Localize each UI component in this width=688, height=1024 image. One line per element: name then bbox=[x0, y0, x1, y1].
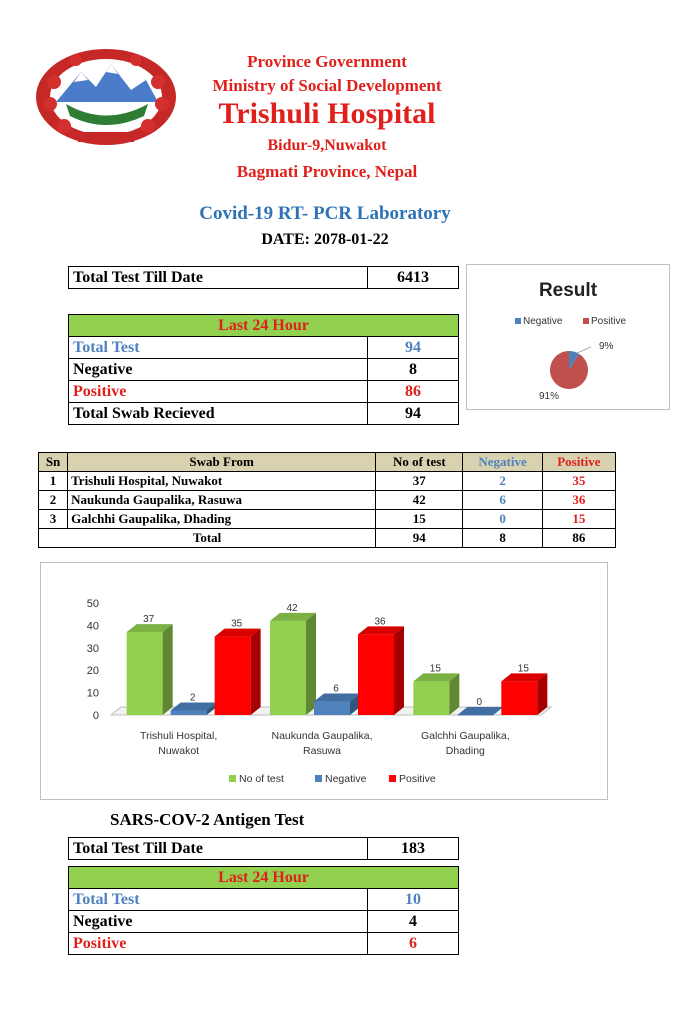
bar-data-label: 2 bbox=[189, 692, 196, 704]
y-tick-label: 30 bbox=[86, 642, 99, 655]
antigen-total-label: Total Test Till Date bbox=[69, 838, 368, 860]
legend-swatch bbox=[229, 775, 236, 782]
province-government-heading: Province Government bbox=[247, 52, 407, 71]
bar-positive bbox=[501, 681, 537, 715]
row-positive: 35 bbox=[542, 472, 615, 491]
row-sn: 2 bbox=[39, 491, 68, 510]
total-positive: 86 bbox=[542, 529, 615, 548]
bar-data-label: 36 bbox=[374, 616, 386, 628]
bar-data-label: 0 bbox=[476, 697, 483, 708]
row-tests: 37 bbox=[376, 472, 463, 491]
pcr-swab-received-value: 94 bbox=[368, 403, 459, 425]
legend-label: No of test bbox=[239, 773, 284, 785]
pie-legend-swatch bbox=[583, 318, 589, 324]
address-line-1: Bidur-9,Nuwakot bbox=[267, 137, 387, 154]
nepal-emblem-icon bbox=[26, 42, 186, 152]
antigen-positive-value: 6 bbox=[368, 933, 459, 955]
x-tick-label: Galchhi Gaupalika, bbox=[420, 730, 510, 742]
header-sn: Sn bbox=[39, 453, 68, 472]
total-tests: 94 bbox=[376, 529, 463, 548]
y-tick-label: 20 bbox=[86, 665, 99, 678]
bar-positive bbox=[215, 637, 251, 715]
legend-label: Negative bbox=[325, 773, 367, 785]
bar-side-face bbox=[306, 613, 316, 715]
pcr-negative-value: 8 bbox=[368, 359, 459, 381]
result-pie-chart bbox=[466, 264, 670, 410]
pcr-last24-table bbox=[68, 314, 459, 425]
header-no-of-test: No of test bbox=[376, 453, 463, 472]
bar-positive bbox=[358, 634, 394, 715]
pcr-total-test-value: 94 bbox=[368, 337, 459, 359]
swab-table bbox=[38, 452, 616, 548]
pie-title: Result bbox=[538, 280, 598, 301]
bar-no-of-test bbox=[413, 681, 449, 715]
x-tick-label-line2: Dhading bbox=[445, 745, 485, 757]
bar-no-of-test bbox=[270, 621, 306, 715]
row-swab-from: Galchhi Gaupalika, Dhading bbox=[68, 510, 376, 529]
bar-data-label: 37 bbox=[143, 614, 155, 626]
antigen-title: SARS-COV-2 Antigen Test bbox=[110, 810, 305, 829]
antigen-last24-header: Last 24 Hour bbox=[69, 867, 459, 889]
hospital-title: Trishuli Hospital bbox=[218, 97, 436, 130]
y-tick-label: 0 bbox=[92, 710, 99, 722]
bar-data-label: 15 bbox=[429, 663, 441, 675]
row-swab-from: Trishuli Hospital, Nuwakot bbox=[68, 472, 376, 491]
antigen-negative-value: 4 bbox=[368, 911, 459, 933]
legend-swatch bbox=[389, 775, 396, 782]
report-date: DATE: 2078-01-22 bbox=[261, 231, 389, 248]
legend-label: Positive bbox=[399, 773, 436, 785]
pie-data-label-positive: 91% bbox=[539, 391, 560, 402]
x-tick-label-line2: Rasuwa bbox=[303, 745, 341, 757]
antigen-negative-label: Negative bbox=[69, 911, 368, 933]
antigen-total-table bbox=[68, 837, 459, 860]
bar-negative bbox=[314, 702, 350, 715]
row-tests: 42 bbox=[376, 491, 463, 510]
bar-negative bbox=[171, 711, 207, 715]
pcr-negative-label: Negative bbox=[69, 359, 368, 381]
bar-data-label: 35 bbox=[231, 618, 243, 630]
total-negative: 8 bbox=[463, 529, 542, 548]
legend-swatch bbox=[315, 775, 322, 782]
pcr-positive-value: 86 bbox=[368, 381, 459, 403]
pie-legend-swatch bbox=[515, 318, 521, 324]
row-tests: 15 bbox=[376, 510, 463, 529]
header-negative: Negative bbox=[463, 453, 542, 472]
bar-side-face bbox=[394, 626, 404, 715]
total-label: Total bbox=[39, 529, 376, 548]
table-row bbox=[39, 491, 616, 510]
pie-label-leader bbox=[577, 347, 591, 353]
pie-legend-label: Negative bbox=[523, 316, 563, 327]
table-row bbox=[39, 472, 616, 491]
total-row bbox=[39, 529, 616, 548]
antigen-total-value: 183 bbox=[368, 838, 459, 860]
pcr-last24-header: Last 24 Hour bbox=[69, 315, 459, 337]
bar-negative bbox=[457, 715, 493, 716]
antigen-last24-table bbox=[68, 866, 459, 955]
ministry-heading: Ministry of Social Development bbox=[212, 76, 442, 95]
pcr-swab-received-label: Total Swab Recieved bbox=[69, 403, 368, 425]
pcr-total-label: Total Test Till Date bbox=[69, 267, 368, 289]
row-sn: 1 bbox=[39, 472, 68, 491]
bar-side-face bbox=[163, 624, 173, 715]
pie-slice-positive bbox=[550, 351, 588, 389]
row-swab-from: Naukunda Gaupalika, Rasuwa bbox=[68, 491, 376, 510]
pcr-positive-label: Positive bbox=[69, 381, 368, 403]
bar-data-label: 42 bbox=[286, 602, 298, 614]
swab-bar-chart bbox=[40, 562, 608, 800]
bar-no-of-test bbox=[127, 632, 163, 715]
header-swab-from: Swab From bbox=[68, 453, 376, 472]
pie-data-label-negative: 9% bbox=[599, 341, 614, 352]
pcr-total-value: 6413 bbox=[368, 267, 459, 289]
row-negative: 2 bbox=[463, 472, 542, 491]
bar-data-label: 6 bbox=[333, 683, 339, 695]
address-line-2: Bagmati Province, Nepal bbox=[236, 162, 418, 181]
pcr-total-table bbox=[68, 266, 459, 289]
x-tick-label: Naukunda Gaupalika, bbox=[271, 730, 373, 742]
row-negative: 6 bbox=[463, 491, 542, 510]
row-sn: 3 bbox=[39, 510, 68, 529]
row-positive: 15 bbox=[542, 510, 615, 529]
pie-legend-label: Positive bbox=[591, 316, 627, 327]
antigen-total-test-label: Total Test bbox=[69, 889, 368, 911]
y-tick-label: 10 bbox=[86, 687, 99, 700]
y-tick-label: 40 bbox=[86, 620, 99, 633]
antigen-positive-label: Positive bbox=[69, 933, 368, 955]
lab-title: Covid-19 RT- PCR Laboratory bbox=[199, 203, 451, 224]
antigen-total-test-value: 10 bbox=[368, 889, 459, 911]
x-tick-label-line2: Nuwakot bbox=[158, 745, 200, 757]
row-positive: 36 bbox=[542, 491, 615, 510]
bar-data-label: 15 bbox=[517, 663, 529, 675]
row-negative: 0 bbox=[463, 510, 542, 529]
pcr-total-test-label: Total Test bbox=[69, 337, 368, 359]
bar-side-face bbox=[251, 629, 261, 715]
x-tick-label: Trishuli Hospital, bbox=[140, 730, 218, 742]
header-positive: Positive bbox=[542, 453, 615, 472]
table-row bbox=[39, 510, 616, 529]
y-tick-label: 50 bbox=[86, 598, 99, 610]
